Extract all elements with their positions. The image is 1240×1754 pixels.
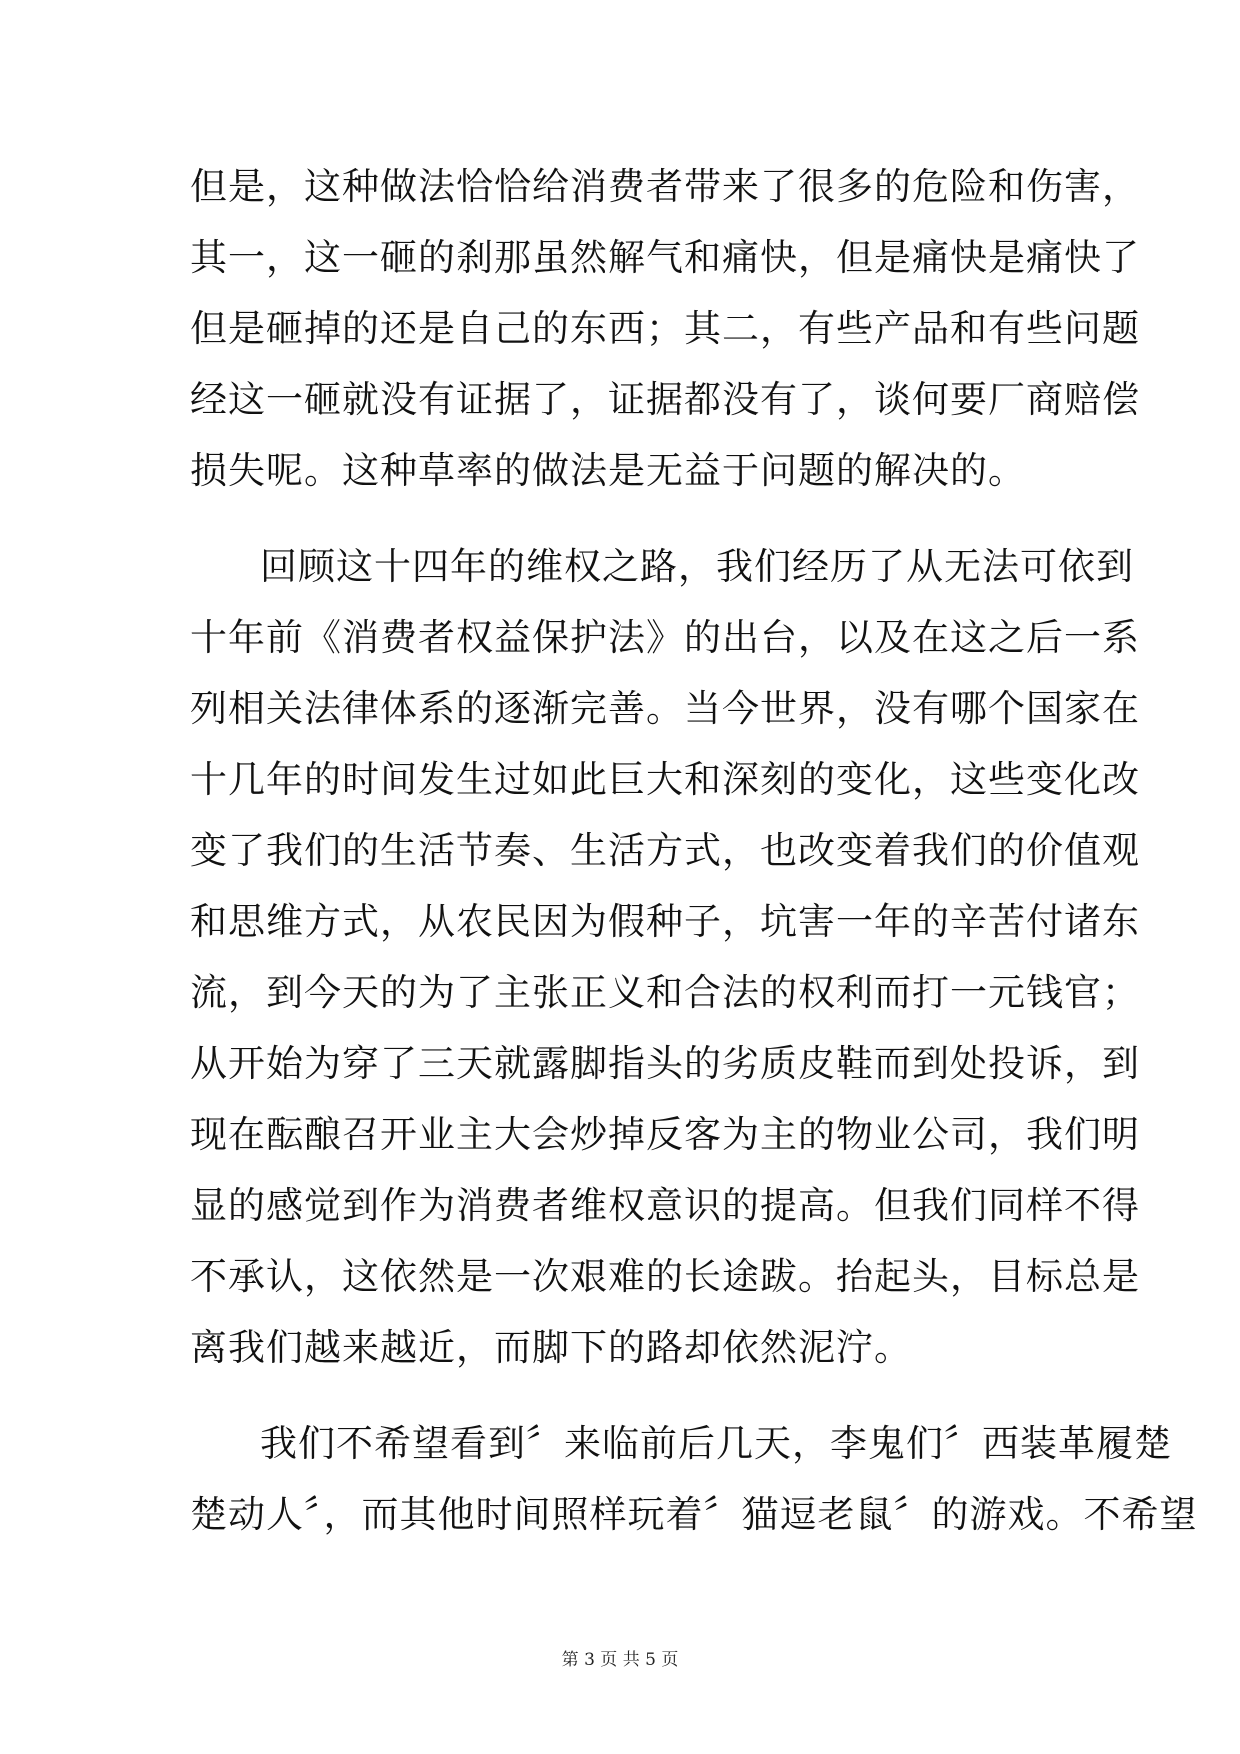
paragraph-start-line: 我们不希望看到〞来临前后几天，李鬼们〞西装革履楚 (260, 1422, 1172, 1465)
paragraph-start-line: 回顾这十四年的维权之路，我们经历了从无法可依到 (260, 545, 1134, 588)
text-line: 损失呢。这种草率的做法是无益于问题的解决的。 (190, 449, 1026, 492)
text-line: 流，到今天的为了主张正义和合法的权利而打一元钱官； (190, 971, 1140, 1014)
text-line: 其一，这一砸的刹那虽然解气和痛快，但是痛快是痛快了 (190, 236, 1140, 279)
text-line: 不承认，这依然是一次艰难的长途跋。抬起头，目标总是 (190, 1255, 1140, 1298)
page-footer: 第 3 页 共 5 页 (561, 1650, 679, 1670)
text-line: 从开始为穿了三天就露脚指头的劣质皮鞋而到处投诉，到 (190, 1042, 1140, 1085)
text-line: 现在酝酿召开业主大会炒掉反客为主的物业公司，我们明 (190, 1113, 1140, 1156)
text-line: 离我们越来越近，而脚下的路却依然泥泞。 (190, 1326, 912, 1369)
text-line: 但是，这种做法恰恰给消费者带来了很多的危险和伤害， (190, 165, 1140, 208)
text-line: 但是砸掉的还是自己的东西；其二，有些产品和有些问题 (190, 307, 1140, 350)
text-line: 十几年的时间发生过如此巨大和深刻的变化，这些变化改 (190, 758, 1140, 801)
text-line: 显的感觉到作为消费者维权意识的提高。但我们同样不得 (190, 1184, 1140, 1227)
text-line: 变了我们的生活节奏、生活方式，也改变着我们的价值观 (190, 829, 1140, 872)
text-line: 楚动人〞，而其他时间照样玩着〞猫逗老鼠〞的游戏。不希望 (190, 1493, 1198, 1536)
text-line: 列相关法律体系的逐渐完善。当今世界，没有哪个国家在 (190, 687, 1140, 730)
text-line: 经这一砸就没有证据了，证据都没有了，谈何要厂商赔偿 (190, 378, 1140, 421)
text-line: 和思维方式，从农民因为假种子，坑害一年的辛苦付诸东 (190, 900, 1140, 943)
text-line: 十年前《消费者权益保护法》的出台，以及在这之后一系 (190, 616, 1140, 659)
